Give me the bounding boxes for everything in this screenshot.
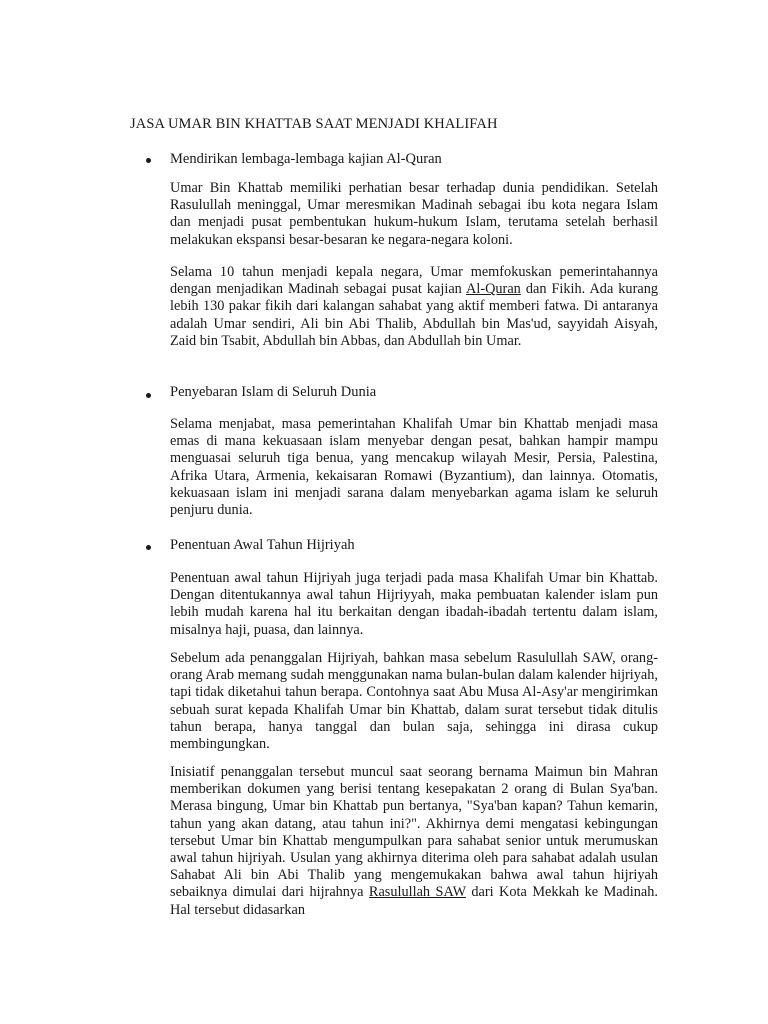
paragraph-penentuan: Penentuan awal tahun Hijriyah juga terjadi pada masa Khalifah Umar bin Khattab. Dengan ditentukannya awal tahun Hijriyyah, maka pembuatan kalender islam pun lebih mudah karena hal itu berkaitan dengan ibadah-ibadah tertentu dalam islam, misalnya haji, puasa, dan lainnya. [170,570,658,638]
section-heading-al-quran: Mendirikan lembaga-lembaga kajian Al-Quran [170,151,442,167]
bullet-icon [146,393,151,398]
al-quran-link[interactable]: Al-Quran [466,281,521,298]
paragraph-pendidikan: Umar Bin Khattab memiliki perhatian besar terhadap dunia pendidikan. Setelah Rasulullah meninggal, Umar meresmikan Madinah sebagai ibu kota negara Islam dan menjadi pusat pembentukan hukum-hukum Islam, terutama setelah berhasil melakukan ekspansi besar-besaran ke negara-negara koloni. [170,180,658,248]
paragraph-text: Selama 10 tahun menjadi kepala negara, Umar memfokuskan pemerintahannya dengan menjadikan Madinah sebagai pusat kajian [170,264,658,298]
paragraph-text: dan Fikih. Ada kurang lebih 130 pakar fikih dari kalangan sahabat yang aktif memberi fatwa. Di antaranya adalah Umar sendiri, Ali bin Abi Thalib, Abdullah bin Mas'ud, sayyidah Aisyah, Zaid bin Tsabit, Abdullah bin Abbas, dan Abdullah bin Umar. [170,281,658,349]
section-heading-penyebaran: Penyebaran Islam di Seluruh Dunia [170,384,377,400]
bullet-icon [146,545,151,550]
document-title: JASA UMAR BIN KHATTAB SAAT MENJADI KHALIFAH [130,116,498,132]
section-heading-hijriyah: Penentuan Awal Tahun Hijriyah [170,537,355,553]
paragraph-kepala-negara [170,264,658,350]
paragraph-penyebaran: Selama menjabat, masa pemerintahan Khalifah Umar bin Khattab menjadi masa emas di mana kekuasaan islam menyebar dengan pesat, bahkan hampir mampu menguasai seluruh tiga benua, yang mencakup wilayah Mesir, Persia, Palestina, Afrika Utara, Armenia, kekaisaran Romawi (Byzantium), dan lainnya. Otomatis, kekuasaan islam ini menjadi sarana dalam menyebarkan agama islam ke seluruh penjuru dunia. [170,416,658,519]
paragraph-inisiatif [170,764,658,919]
bullet-icon [146,158,151,163]
rasulullah-saw-link[interactable]: Rasulullah SAW [368,884,466,901]
paragraph-sebelum-penanggalan: Sebelum ada penanggalan Hijriyah, bahkan masa sebelum Rasulullah SAW, orang-orang Arab memang sudah menggunakan nama bulan-bulan dalam kalender hijriyah, tapi tidak diketahui tahun berapa. Contohnya saat Abu Musa Al-Asy'ar mengirimkan sebuah surat kepada Khalifah Umar bin Khattab, dalam surat tersebut tidak ditulis tahun berapa, hanya tanggal dan bulan saja, sehingga ini dirasa cukup membingungkan. [170,650,658,753]
paragraph-text: dari Kota Mekkah ke Madinah. Hal tersebut didasarkan [170,884,658,918]
paragraph-text: Inisiatif penanggalan tersebut muncul saat seorang bernama Maimun bin Mahran memberikan dokumen yang berisi tentang kesepakatan 2 orang di Bulan Sya'ban. Merasa bingung, Umar bin Khattab pun bertanya, "Sya'ban kapan? Tahun kemarin, tahun yang akan datang, atau tahun ini?". Akhirnya demi mengatasi kebingungan tersebut Umar bin Khattab mengumpulkan para sahabat senior untuk merumuskan awal tahun hijriyah. Usulan yang akhirnya diterima oleh para sahabat adalah usulan Sahabat Ali bin Abi Thalib yang mengemukakan bahwa awal tahun hijriyah sebaiknya dimulai dari hijrahnya [170,764,658,901]
